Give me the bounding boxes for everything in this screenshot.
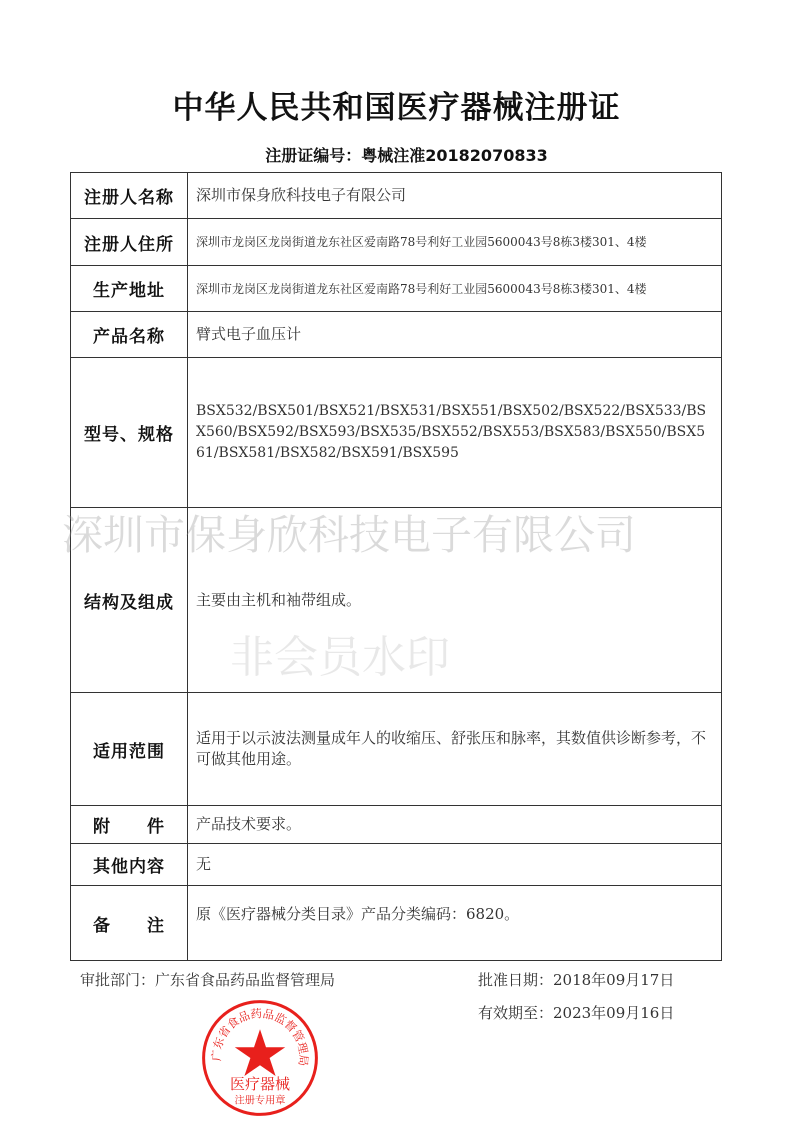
official-seal bbox=[200, 998, 320, 1118]
row-label: 其他内容 bbox=[71, 844, 188, 886]
row-value: 深圳市龙岗区龙岗街道龙东社区爱南路78号利好工业园5600043号8栋3楼301、4楼 bbox=[188, 219, 722, 266]
valid-until: 有效期至：2023年09月16日 bbox=[478, 1004, 675, 1022]
row-value: BSX532/BSX501/BSX521/BSX531/BSX551/BSX502/BSX522/BSX533/BSX560/BSX592/BSX593/BSX535/BSX552/BSX553/BSX583/BSX550/BSX561/BSX581/BSX582/BSX591/BSX595 bbox=[188, 358, 722, 508]
row-value: 无 bbox=[188, 844, 722, 886]
row-value: 适用于以示波法测量成年人的收缩压、舒张压和脉率，其数值供诊断参考，不可做其他用途。 bbox=[188, 693, 722, 806]
row-label: 适用范围 bbox=[71, 693, 188, 806]
certificate-title: 中华人民共和国医疗器械注册证 bbox=[172, 90, 621, 126]
row-value: 主要由主机和袖带组成。 bbox=[188, 508, 722, 693]
table-row bbox=[71, 844, 722, 886]
approval-date: 批准日期：2018年09月17日 bbox=[478, 971, 675, 989]
table-row bbox=[71, 886, 722, 961]
table-row bbox=[71, 219, 722, 266]
table-row bbox=[71, 312, 722, 358]
row-value: 臂式电子血压计 bbox=[188, 312, 722, 358]
approval-department: 审批部门：广东省食品药品监督管理局 bbox=[80, 971, 336, 989]
star-icon bbox=[235, 1029, 285, 1076]
row-label: 附 件 bbox=[71, 806, 188, 844]
table-row bbox=[71, 266, 722, 312]
row-value: 深圳市保身欣科技电子有限公司 bbox=[188, 173, 722, 219]
row-label: 注册人名称 bbox=[71, 173, 188, 219]
row-label: 生产地址 bbox=[71, 266, 188, 312]
seal-bottom-text: 注册专用章 bbox=[234, 1095, 286, 1107]
certificate-table bbox=[70, 172, 722, 961]
member-watermark: 非会员水印 bbox=[230, 632, 450, 683]
table-row bbox=[71, 693, 722, 806]
table-row bbox=[71, 358, 722, 508]
row-value: 原《医疗器械分类目录》产品分类编码：6820。 bbox=[188, 886, 722, 961]
table-row bbox=[71, 806, 722, 844]
row-label: 结构及组成 bbox=[71, 508, 188, 693]
row-value: 深圳市龙岗区龙岗街道龙东社区爱南路78号利好工业园5600043号8栋3楼301、4楼 bbox=[188, 266, 722, 312]
seal-center-text: 医疗器械 bbox=[229, 1075, 291, 1094]
company-watermark: 深圳市保身欣科技电子有限公司 bbox=[62, 511, 636, 559]
registration-number: 注册证编号：粤械注准20182070833 bbox=[265, 146, 548, 165]
row-label: 备 注 bbox=[71, 886, 188, 961]
seal-ring-text: 广东省食品药品监督管理局 bbox=[209, 1006, 311, 1067]
row-value: 产品技术要求。 bbox=[188, 806, 722, 844]
row-label: 注册人住所 bbox=[71, 219, 188, 266]
table-row bbox=[71, 173, 722, 219]
row-label: 产品名称 bbox=[71, 312, 188, 358]
row-label: 型号、规格 bbox=[71, 358, 188, 508]
